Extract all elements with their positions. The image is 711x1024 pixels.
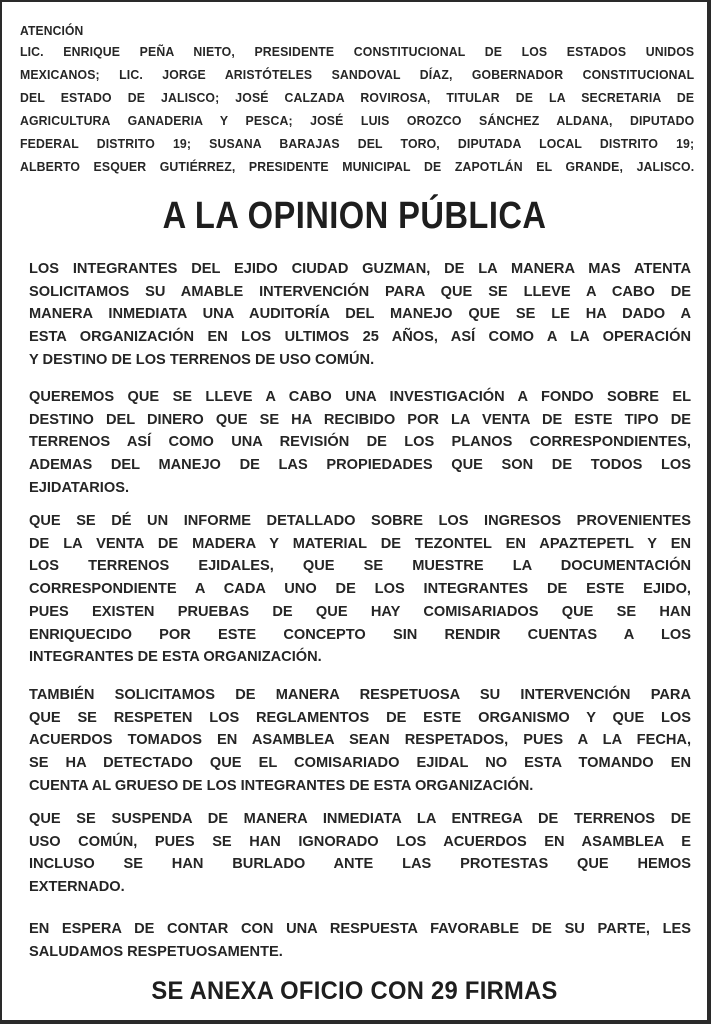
text-line: Y DESTINO DE LOS TERRENOS DE USO COMÚN.: [29, 351, 375, 368]
text-line: LOS TERRENOS EJIDALES, QUE SE MUESTRE LA DOCUMENTACIÓN: [29, 558, 691, 575]
text-line: EJIDATARIOS.: [29, 479, 130, 496]
text-line: DE LA VENTA DE MADERA Y MATERIAL DE TEZONTEL EN APAZTEPETL Y EN: [29, 535, 691, 552]
addressee-line: ALBERTO ESQUER GUTIÉRREZ, PRESIDENTE MUNICIPAL DE ZAPOTLÁN EL GRANDE, JALISCO.: [20, 159, 695, 174]
paragraph-audit-request: [29, 258, 691, 372]
addressee-line: DEL ESTADO DE JALISCO; JOSÉ CALZADA ROVIROSA, TITULAR DE LA SECRETARIA DE: [20, 90, 695, 105]
text-line: INCLUSO SE HAN BURLADO ANTE LAS PROTESTAS QUE HEMOS: [29, 856, 691, 873]
text-line: USO COMÚN, PUES SE HAN IGNORADO LOS ACUERDOS EN ASAMBLEA E: [29, 833, 691, 850]
notice-title: A LA OPINION PÚBLICA: [162, 195, 547, 237]
text-line: SALUDAMOS RESPETUOSAMENTE.: [29, 943, 283, 960]
text-line: INTEGRANTES DE ESTA ORGANIZACIÓN.: [29, 649, 322, 666]
addressee-line: FEDERAL DISTRITO 19; SUSANA BARAJAS DEL TORO, DIPUTADA LOCAL DISTRITO 19;: [20, 136, 695, 151]
text-line: EXTERNADO.: [29, 879, 125, 896]
paragraph-closing: [29, 918, 691, 963]
text-line: ENRIQUECIDO POR ESTE CONCEPTO SIN RENDIR CUENTAS A LOS: [29, 626, 691, 643]
text-line: QUE SE SUSPENDA DE MANERA INMEDIATA LA ENTREGA DE TERRENOS DE: [29, 811, 691, 827]
text-line: QUE SE DÉ UN INFORME DETALLADO SOBRE LOS INGRESOS PROVENIENTES: [29, 513, 691, 529]
text-line: PUES EXISTEN PRUEBAS DE QUE HAY COMISARIADOS QUE SE HAN: [29, 603, 691, 620]
paragraph-income-report: [29, 510, 691, 669]
text-line: ADEMAS DEL MANEJO DE LAS PROPIEDADES QUE SON DE TODOS LOS: [29, 457, 691, 474]
text-line: EN ESPERA DE CONTAR CON UNA RESPUESTA FAVORABLE DE SU PARTE, LES: [29, 921, 691, 937]
text-line: TAMBIÉN SOLICITAMOS DE MANERA RESPETUOSA SU INTERVENCIÓN PARA: [29, 687, 691, 703]
text-line: LOS INTEGRANTES DEL EJIDO CIUDAD GUZMAN, DE LA MANERA MAS ATENTA: [29, 261, 691, 277]
text-line: ESTA ORGANIZACIÓN EN LOS ULTIMOS 25 AÑOS, ASÍ COMO A LA OPERACIÓN: [29, 329, 691, 346]
text-line: QUEREMOS QUE SE LLEVE A CABO UNA INVESTIGACIÓN A FONDO SOBRE EL: [29, 389, 691, 405]
text-line: ACUERDOS TOMADOS EN ASAMBLEA SEAN RESPETADOS, PUES A LA FECHA,: [29, 732, 691, 749]
addressee-line: LIC. ENRIQUE PEÑA NIETO, PRESIDENTE CONSTITUCIONAL DE LOS ESTADOS UNIDOS: [20, 44, 695, 59]
paragraph-suspension: [29, 808, 691, 899]
paragraph-investigation: [29, 386, 691, 500]
paragraph-regulations: [29, 684, 691, 798]
text-line: CUENTA AL GRUESO DE LOS INTEGRANTES DE ESTA ORGANIZACIÓN.: [29, 777, 534, 794]
text-line: SOLICITAMOS SU AMABLE INTERVENCIÓN PARA QUE SE LLEVE A CABO DE: [29, 283, 691, 300]
signatures-note: SE ANEXA OFICIO CON 29 FIRMAS: [151, 977, 558, 1005]
text-line: CORRESPONDIENTE A CADA UNO DE LOS INTEGRANTES DE ESTE EJIDO,: [29, 581, 691, 598]
text-line: DESTINO DEL DINERO QUE SE HA RECIBIDO POR LA VENTA DE ESTE TIPO DE: [29, 411, 691, 428]
addressee-line: AGRICULTURA GANADERIA Y PESCA; JOSÉ LUIS OROZCO SÁNCHEZ ALDANA, DIPUTADO: [20, 113, 695, 128]
text-line: TERRENOS ASÍ COMO UNA REVISIÓN DE LOS PLANOS CORRESPONDIENTES,: [29, 434, 691, 451]
addressee-line: MEXICANOS; LIC. JORGE ARISTÓTELES SANDOVAL DÍAZ, GOBERNADOR CONSTITUCIONAL: [20, 67, 695, 82]
attention-block: [20, 22, 694, 178]
text-line: SE HA DETECTADO QUE EL COMISARIADO EJIDAL NO ESTA TOMANDO EN: [29, 755, 691, 772]
text-line: QUE SE RESPETEN LOS REGLAMENTOS DE ESTE ORGANISMO Y QUE LOS: [29, 709, 691, 726]
text-line: MANERA INMEDIATA UNA AUDITORÍA DEL MANEJO QUE SE LE HA DADO A: [29, 306, 691, 323]
attention-label: ATENCIÓN: [20, 23, 84, 38]
